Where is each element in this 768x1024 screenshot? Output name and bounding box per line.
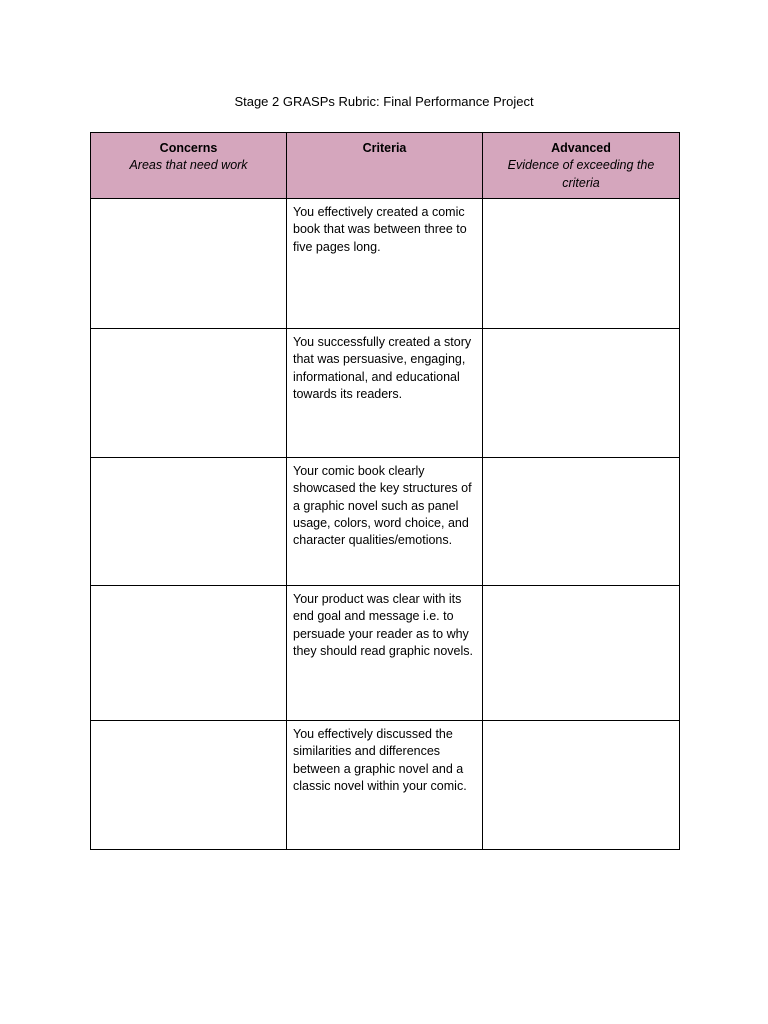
criteria-text: You effectively discussed the similarities and differences between a graphic novel and a classic novel within your comic.	[293, 727, 467, 793]
header-advanced	[483, 133, 680, 199]
table-row	[91, 329, 680, 458]
advanced-cell	[483, 721, 680, 850]
table-row	[91, 199, 680, 329]
advanced-cell	[483, 329, 680, 458]
criteria-cell	[287, 458, 483, 586]
criteria-cell	[287, 586, 483, 721]
table-row	[91, 458, 680, 586]
rubric-table	[90, 132, 680, 850]
header-row	[91, 133, 680, 199]
table-row	[91, 721, 680, 850]
advanced-cell	[483, 199, 680, 329]
concerns-cell	[91, 329, 287, 458]
criteria-text: You effectively created a comic book that was between three to five pages long.	[293, 205, 467, 254]
concerns-cell	[91, 721, 287, 850]
advanced-cell	[483, 586, 680, 721]
page-title: Stage 2 GRASPs Rubric: Final Performance Project	[234, 94, 534, 109]
criteria-cell	[287, 721, 483, 850]
header-advanced-sub: Evidence of exceeding the criteria	[507, 158, 655, 190]
header-concerns	[91, 133, 287, 199]
advanced-cell	[483, 458, 680, 586]
criteria-text: Your comic book clearly showcased the key structures of a graphic novel such as panel usage, colors, word choice, and character qualities/emotions.	[293, 464, 472, 548]
rubric-body	[91, 199, 680, 850]
concerns-cell	[91, 458, 287, 586]
table-row	[91, 586, 680, 721]
concerns-cell	[91, 199, 287, 329]
header-concerns-sub: Areas that need work	[129, 158, 248, 173]
criteria-text: You successfully created a story that was persuasive, engaging, informational, and educational towards its readers.	[293, 335, 472, 401]
criteria-cell	[287, 329, 483, 458]
criteria-text: Your product was clear with its end goal and message i.e. to persuade your reader as to why they should read graphic novels.	[293, 592, 473, 658]
criteria-cell	[287, 199, 483, 329]
header-concerns-label: Concerns	[159, 141, 218, 155]
header-advanced-label: Advanced	[551, 141, 611, 155]
header-criteria-label: Criteria	[362, 141, 407, 155]
rubric-header	[91, 133, 680, 199]
header-criteria	[287, 133, 483, 199]
concerns-cell	[91, 586, 287, 721]
